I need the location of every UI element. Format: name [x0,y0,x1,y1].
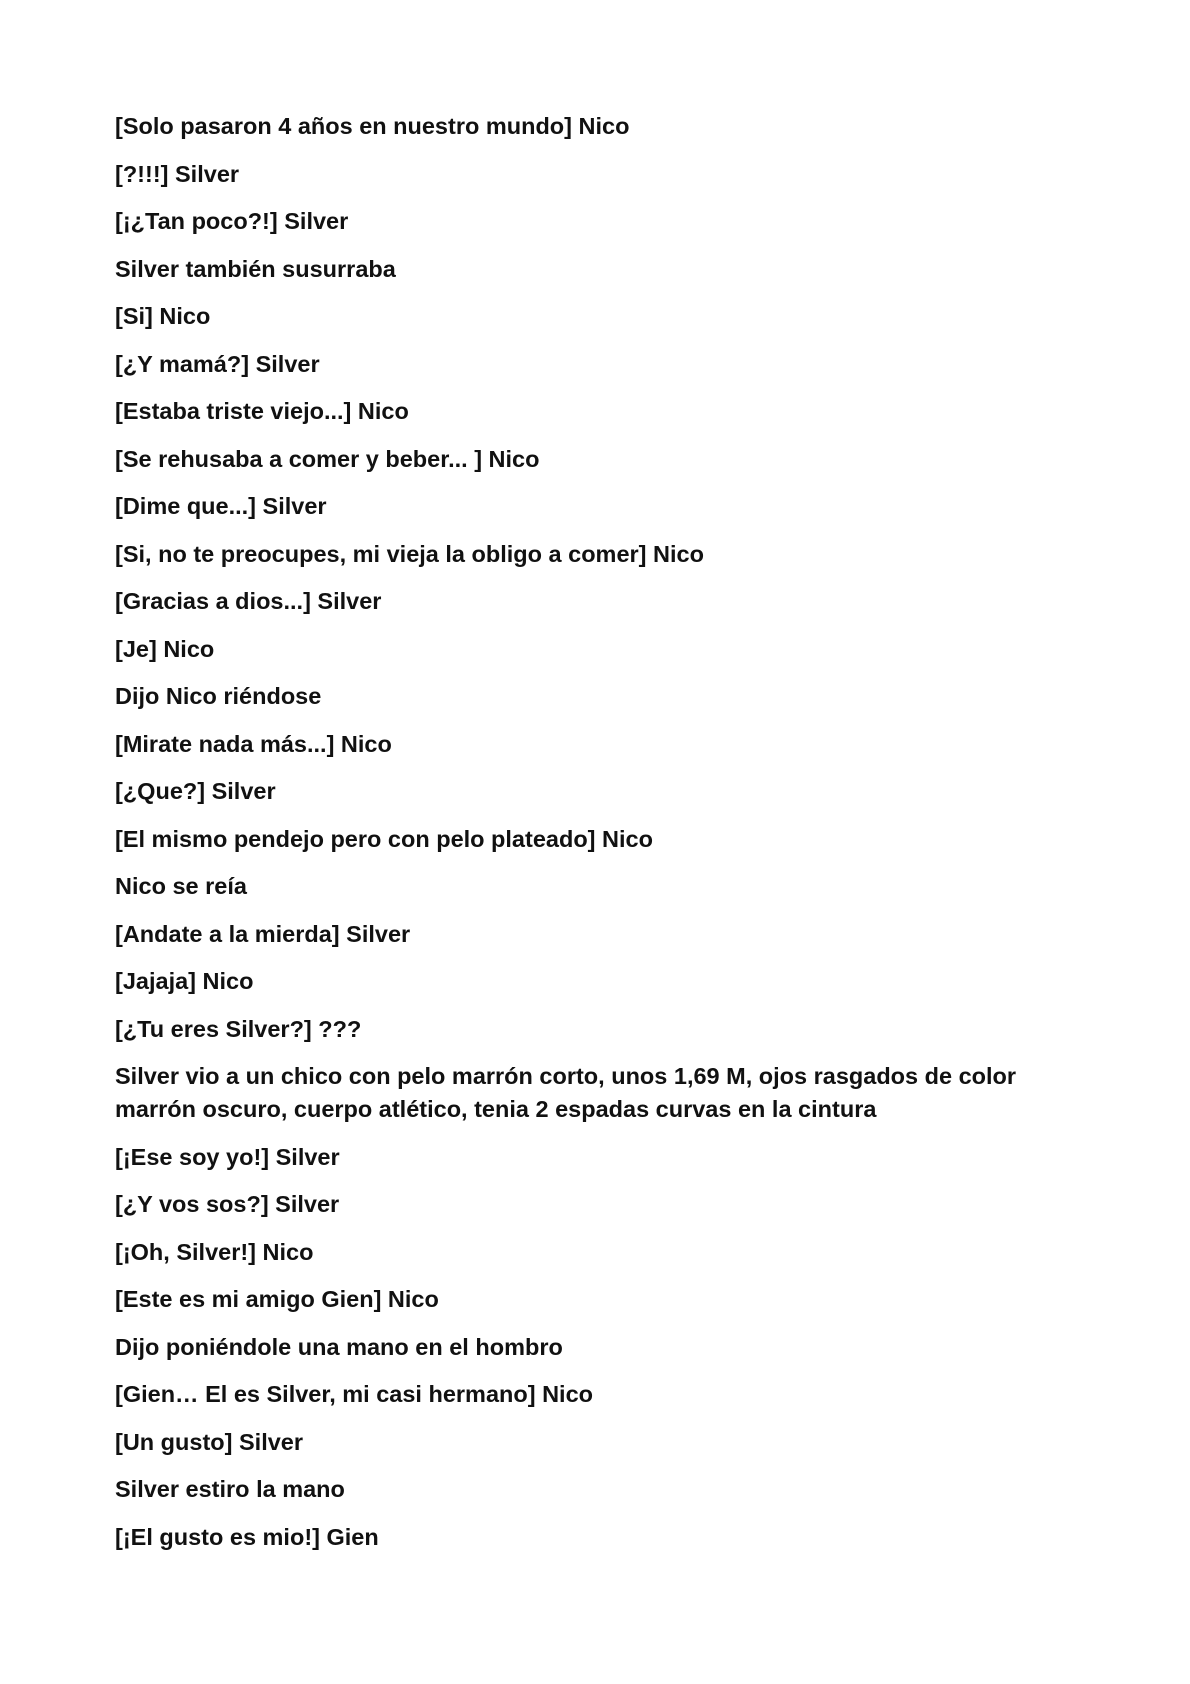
paragraph: Dijo Nico riéndose [115,683,322,709]
document-body [115,110,1075,1568]
paragraph: [Gracias a dios...] Silver [115,588,382,614]
paragraph: [Gien… El es Silver, mi casi hermano] Nico [115,1381,594,1407]
paragraph: Silver también susurraba [115,255,396,282]
paragraph: [¡¿Tan poco?!] Silver [115,208,349,234]
paragraph: [Se rehusaba a comer y beber... ] Nico [115,445,540,472]
paragraph: [Si] Nico [115,303,211,329]
paragraph: [¡El gusto es mio!] Gien [115,1523,379,1550]
paragraph: [Un gusto] Silver [115,1428,304,1455]
paragraph: [Andate a la mierda] Silver [115,920,411,947]
paragraph: [Si, no te preocupes, mi vieja la obligo a comer] Nico [115,540,704,567]
paragraph: [¡Oh, Silver!] Nico [115,1238,314,1265]
paragraph: Dijo poniéndole una mano en el hombro [115,1333,563,1360]
paragraph: [¿Y mamá?] Silver [115,350,320,377]
paragraph: [?!!!] Silver [115,160,240,187]
paragraph: [Mirate nada más...] Nico [115,730,392,757]
paragraph: [Dime que...] Silver [115,493,327,519]
paragraph: [¡Ese soy yo!] Silver [115,1143,340,1170]
paragraph: [Solo pasaron 4 años en nuestro mundo] Nico [115,113,630,139]
paragraph: [Este es mi amigo Gien] Nico [115,1286,439,1312]
paragraph: [Jajaja] Nico [115,968,254,994]
paragraph: [¿Y vos sos?] Silver [115,1191,340,1217]
paragraph: [Je] Nico [115,635,215,662]
paragraph: Silver vio a un chico con pelo marrón corto, unos 1,69 M, ojos rasgados de color marrón oscuro, cuerpo atlético, tenia 2 espadas curvas en la cintura [115,1063,1023,1122]
paragraph: [Estaba triste viejo...] Nico [115,398,409,424]
paragraph: Silver estiro la mano [115,1476,345,1502]
paragraph: Nico se reía [115,873,247,899]
paragraph: [¿Que?] Silver [115,778,276,804]
paragraph: [El mismo pendejo pero con pelo plateado] Nico [115,825,653,852]
paragraph: [¿Tu eres Silver?] ??? [115,1015,362,1042]
